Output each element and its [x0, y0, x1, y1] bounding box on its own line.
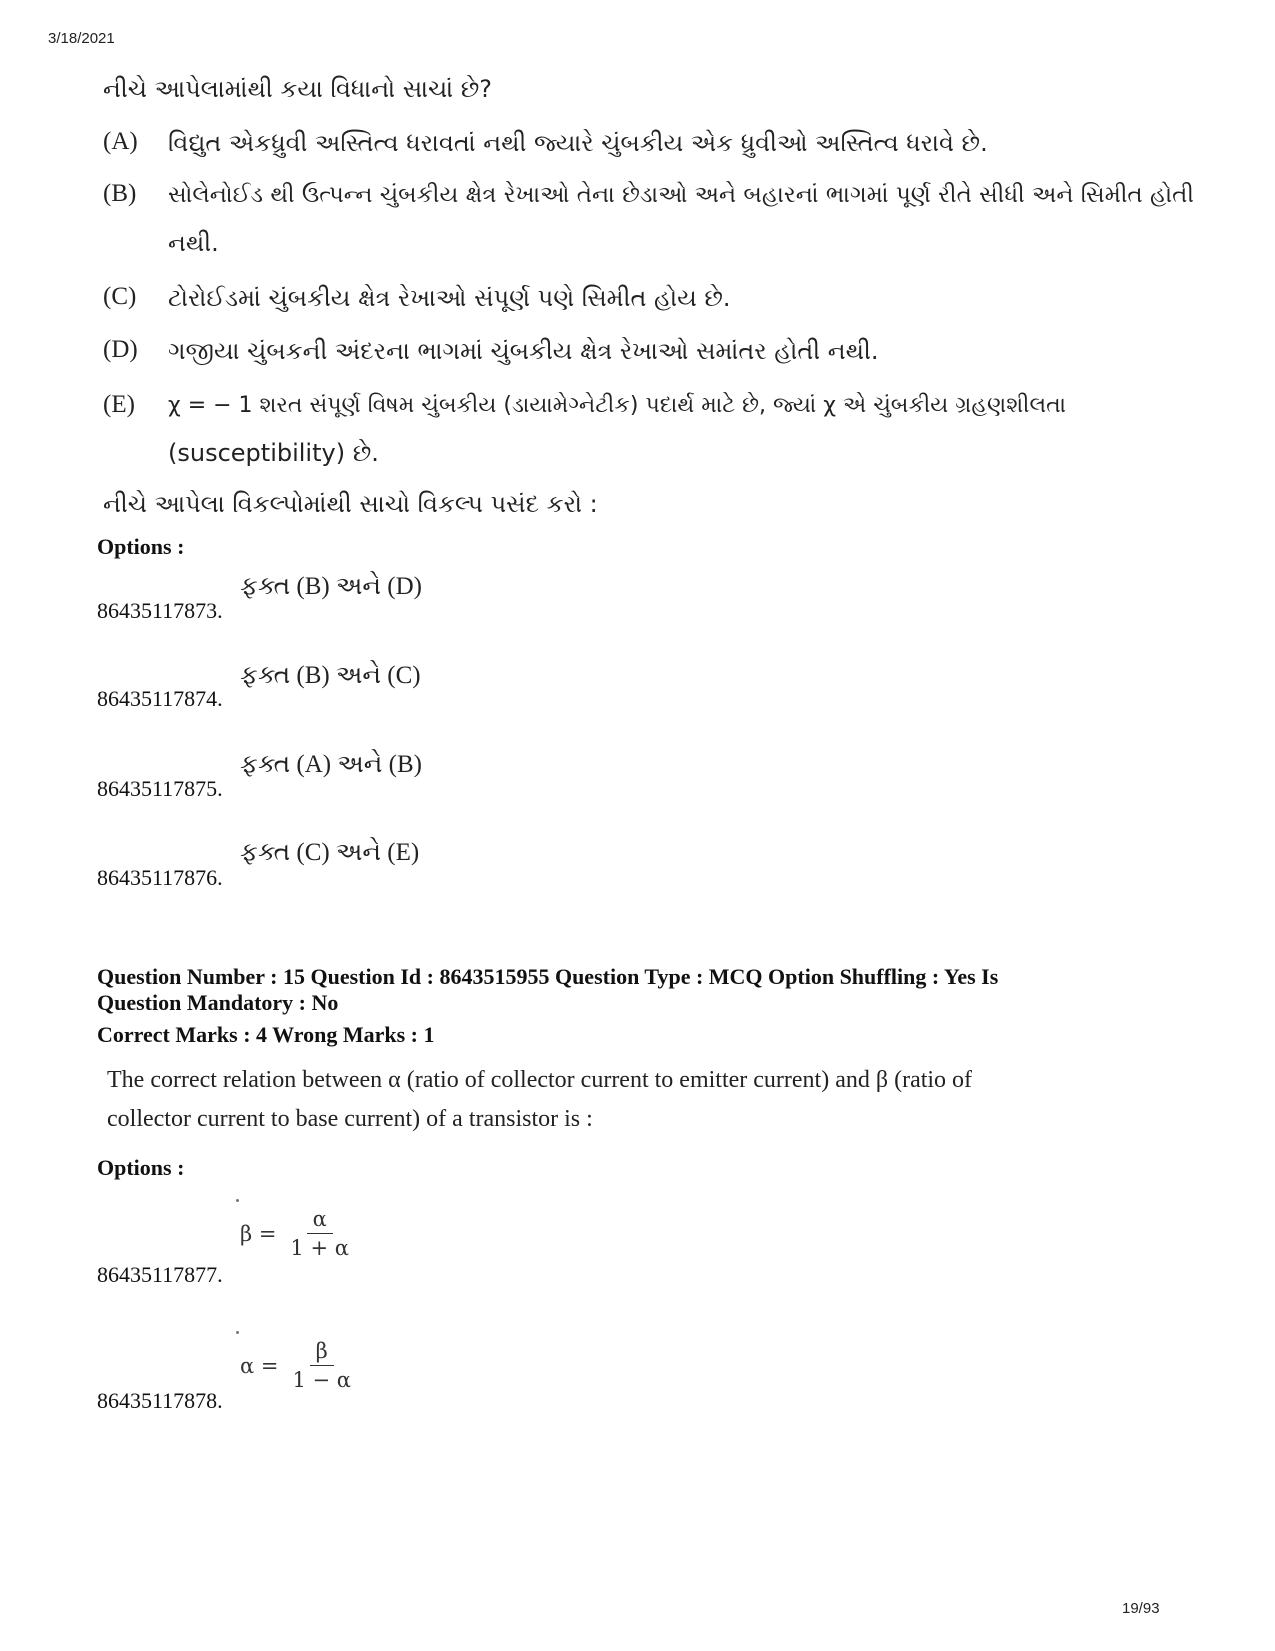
option-id: 86435117875.: [97, 776, 223, 801]
option-text: ફક્ત (C) અને (E): [240, 839, 420, 866]
question-meta-line2: Question Mandatory : No: [97, 990, 339, 1015]
question-meta-line1: Question Number : 15 Question Id : 8643515955 Question Type : MCQ Option Shuffling : Yes Is: [97, 964, 999, 989]
statement-b-line2: નથી.: [168, 229, 219, 257]
option-text: ફક્ત (B) અને (C): [240, 662, 421, 689]
option-id: 86435117878.: [97, 1388, 223, 1413]
option-id: 86435117876.: [97, 865, 223, 890]
statement-a: વિદ્યુત એકધ્રુવી અસ્તિત્વ ધરાવતાં નથી જ્યારે ચુંબકીય એક ધ્રુવીઓ અસ્તિત્વ ધરાવે છે.: [168, 129, 988, 157]
option-id: 86435117877.: [97, 1262, 223, 1287]
option-id: 86435117873.: [97, 598, 223, 623]
question-text-line1: The correct relation between α (ratio of collector current to emitter current) and β (ratio of: [107, 1067, 973, 1093]
option-text: ફક્ત (A) અને (B): [240, 751, 422, 778]
statement-label-e: (E): [103, 391, 135, 418]
fraction-denominator: 1 + α: [290, 1236, 349, 1260]
option-text: ફક્ત (B) અને (D): [240, 573, 422, 600]
fraction-numerator: β: [310, 1339, 334, 1366]
option-id: 86435117874.: [97, 686, 223, 711]
bullet-dot: [236, 1331, 239, 1334]
fraction: [286, 1339, 357, 1392]
formula-option: [240, 1207, 355, 1260]
statement-b-line1: સોલેનોઈડ થી ઉત્પન્ન ચુંબકીય ક્ષેત્ર રેખાઓ તેના છેડાઓ અને બહારનાં ભાગમાં પૂર્ણ રીતે સીધી અને સિમીત હોતી: [168, 182, 1194, 208]
question-prompt: નીચે આપેલામાંથી કયા વિધાનો સાચાં છે?: [103, 75, 493, 103]
page-date: 3/18/2021: [48, 30, 115, 47]
options-heading: Options :: [97, 1155, 185, 1180]
formula-lhs: β =: [240, 1221, 277, 1246]
statement-label-c: (C): [103, 283, 137, 310]
page-number: 19/93: [1122, 1600, 1160, 1617]
formula-option: [240, 1339, 357, 1392]
question-text-line2: collector current to base current) of a transistor is :: [107, 1106, 593, 1132]
question-marks: Correct Marks : 4 Wrong Marks : 1: [97, 1022, 435, 1047]
fraction: [284, 1207, 355, 1260]
fraction-denominator: 1 − α: [292, 1368, 351, 1392]
options-heading: Options :: [97, 534, 185, 559]
fraction-numerator: α: [307, 1207, 333, 1234]
statement-e-line1: χ = − 1 શરત સંપૂર્ણ વિષમ ચુંબકીય (ડાયામેગ્નેટીક) પદાર્થ માટે છે, જ્યાં χ એ ચુંબકીય ગ્રહણશીલતા: [168, 393, 1067, 418]
statement-e-line2: (susceptibility) છે.: [168, 439, 379, 467]
statement-label-b: (B): [103, 180, 137, 207]
instruction: નીચે આપેલા વિકલ્પોમાંથી સાચો વિકલ્પ પસંદ કરો :: [103, 490, 598, 518]
statement-label-a: (A): [103, 128, 138, 155]
statement-c: ટોરોઈડમાં ચુંબકીય ક્ષેત્ર રેખાઓ સંપૂર્ણ પણે સિમીત હોય છે.: [168, 284, 731, 312]
statement-label-d: (D): [103, 336, 138, 363]
formula-lhs: α =: [240, 1353, 279, 1378]
statement-d: ગજીયા ચુંબકની અંદરના ભાગમાં ચુંબકીય ક્ષેત્ર રેખાઓ સમાંતર હોતી નથી.: [168, 337, 879, 365]
bullet-dot: [236, 1199, 239, 1202]
